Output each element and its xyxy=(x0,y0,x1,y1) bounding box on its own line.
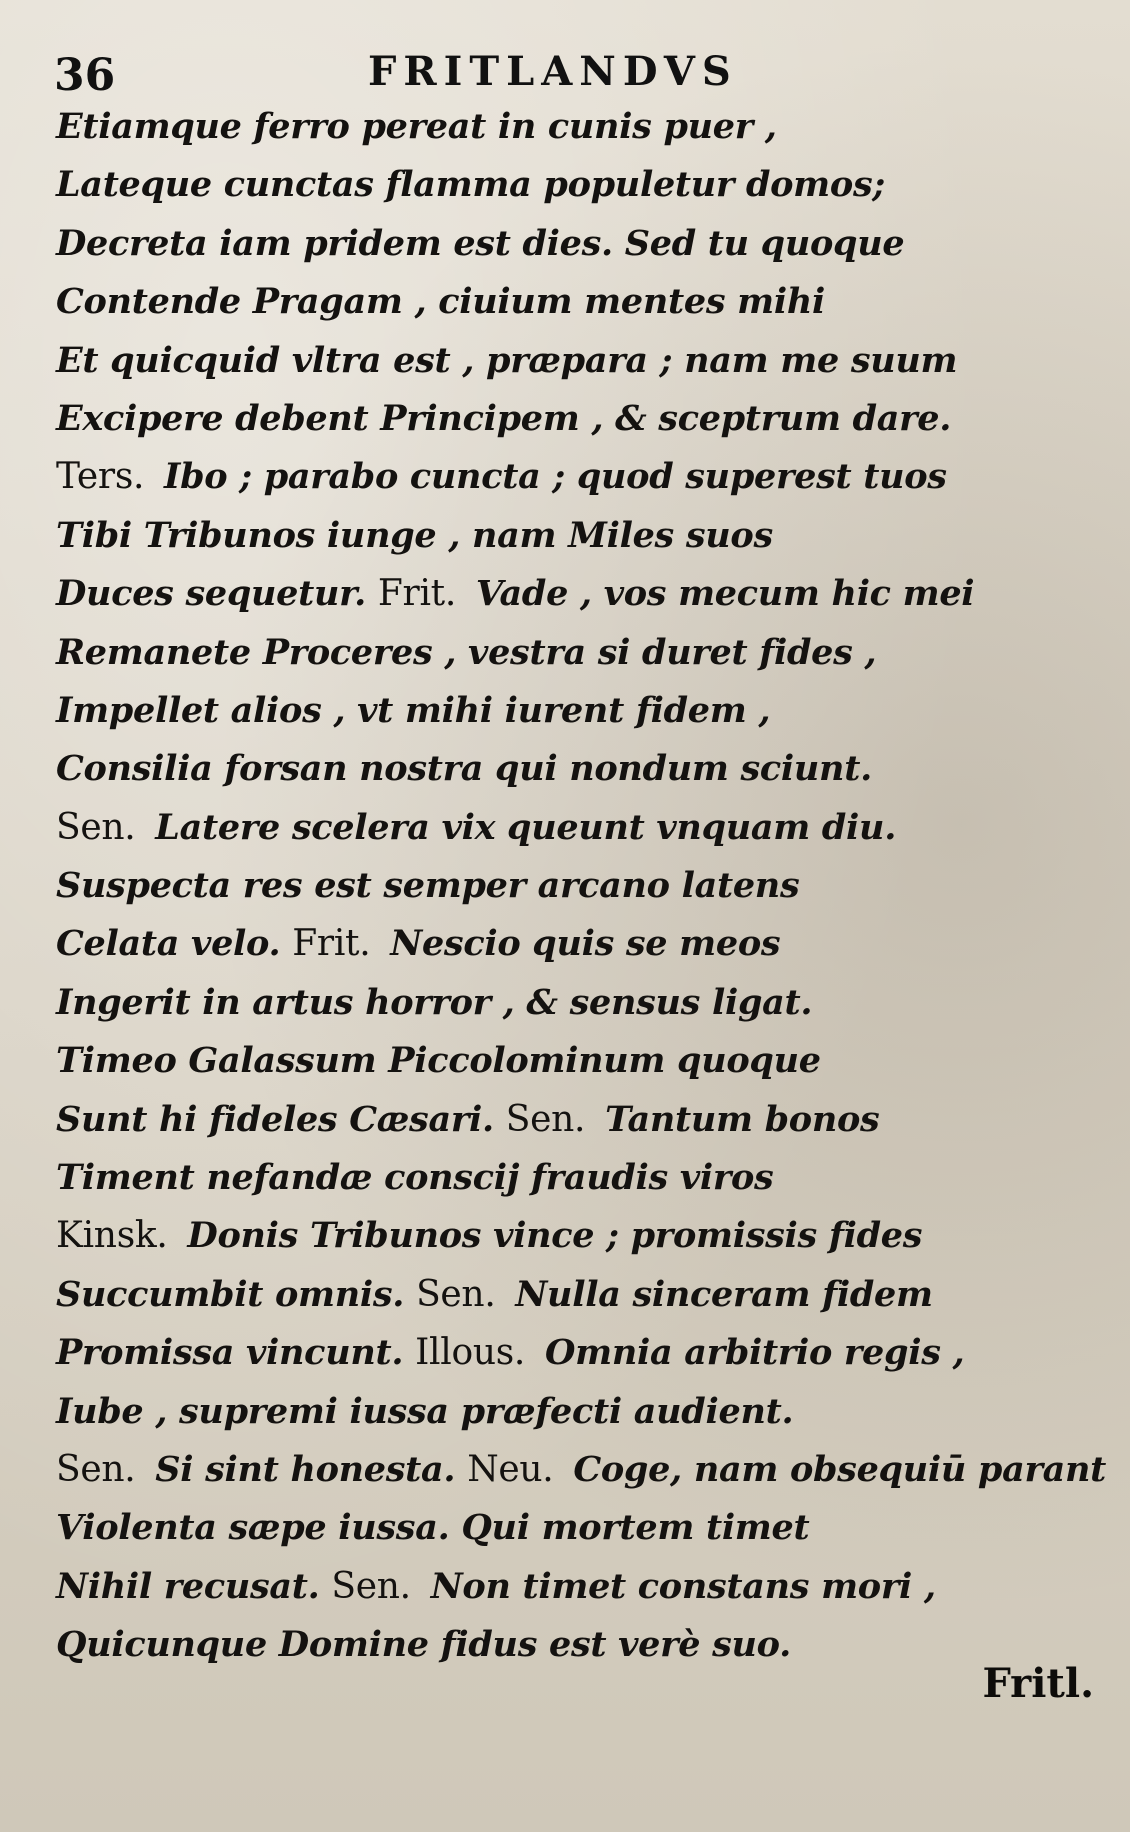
verse-text: Violenta sæpe iussa. Qui mortem timet xyxy=(56,1507,810,1549)
verse-text: Coge, nam obsequiū parant xyxy=(573,1448,1106,1490)
verse-line xyxy=(56,1266,1096,1324)
verse-line xyxy=(56,740,1096,798)
verse-line xyxy=(56,507,1096,565)
verse-line xyxy=(56,682,1096,740)
verse-line xyxy=(56,215,1096,273)
verse-text: Iube , supremi iussa præfecti audient. xyxy=(56,1390,794,1432)
verse-line xyxy=(56,448,1096,506)
speaker-label: Kinsk. xyxy=(56,1215,168,1257)
verse-text: Ingerit in artus horror , & sensus ligat. xyxy=(56,981,813,1023)
verse-text: Non timet constans mori , xyxy=(430,1565,936,1607)
verse-line xyxy=(56,1149,1096,1207)
verse-line xyxy=(56,624,1096,682)
verse-block xyxy=(56,98,1106,1675)
verse-line xyxy=(56,1558,1096,1616)
verse-line xyxy=(56,915,1096,973)
verse-text: Latere scelera vix queunt vnquam diu. xyxy=(155,806,897,848)
speaker-label: Illous. xyxy=(415,1332,526,1374)
speaker-label: Sen. xyxy=(56,1448,136,1490)
verse-text: Donis Tribunos vince ; promissis fides xyxy=(187,1215,923,1257)
verse-text: Impellet alios , vt mihi iurent fidem , xyxy=(56,689,771,731)
verse-line xyxy=(56,156,1096,214)
verse-text: Nihil recusat. xyxy=(56,1565,320,1607)
verse-line xyxy=(56,1091,1096,1149)
verse-line xyxy=(56,974,1096,1032)
verse-line xyxy=(56,857,1096,915)
verse-text: Quicunque Domine fidus est verè suo. xyxy=(56,1624,791,1666)
verse-text: Suspecta res est semper arcano latens xyxy=(56,865,800,907)
verse-text: Succumbit omnis. xyxy=(56,1273,405,1315)
verse-line xyxy=(56,1207,1096,1265)
verse-line xyxy=(56,1499,1096,1557)
verse-line xyxy=(56,332,1096,390)
verse-text: Remanete Proceres , vestra si duret fides , xyxy=(56,631,877,673)
speaker-label: Ters. xyxy=(56,456,145,498)
speaker-label: Sen. xyxy=(505,1098,586,1140)
verse-text: Lateque cunctas flamma populetur domos; xyxy=(56,164,885,206)
verse-text: Si sint honesta. xyxy=(155,1448,456,1490)
verse-text: Contende Pragam , ciuium mentes mihi xyxy=(56,281,825,323)
verse-line xyxy=(56,98,1096,156)
running-head: FRITLANDVS xyxy=(368,48,738,95)
verse-text: Excipere debent Principem , & sceptrum dare. xyxy=(56,397,952,439)
verse-text: Consilia forsan nostra qui nondum sciunt. xyxy=(56,748,872,790)
verse-text: Tibi Tribunos iunge , nam Miles suos xyxy=(56,514,773,556)
verse-line xyxy=(56,273,1096,331)
verse-line xyxy=(56,1383,1096,1441)
verse-line xyxy=(56,1441,1106,1499)
speaker-label: Sen. xyxy=(331,1565,411,1607)
speaker-label: Sen. xyxy=(56,806,136,848)
verse-text: Ibo ; parabo cuncta ; quod superest tuos xyxy=(164,456,947,498)
verse-text: Nescio quis se meos xyxy=(390,923,781,965)
verse-line xyxy=(56,565,1096,623)
verse-text: Promissa vincunt. xyxy=(56,1332,404,1374)
speaker-label: Sen. xyxy=(416,1273,496,1315)
verse-text: Timeo Galassum Piccolominum quoque xyxy=(56,1040,821,1082)
verse-text: Duces sequetur. xyxy=(56,573,366,615)
verse-text: Decreta iam pridem est dies. Sed tu quoque xyxy=(56,222,905,264)
verse-text: Sunt hi fideles Cæsari. xyxy=(56,1098,494,1140)
verse-text: Timent nefandæ conscij fraudis viros xyxy=(56,1157,774,1199)
page-number: 36 xyxy=(54,50,116,101)
verse-text: Vade , vos mecum hic mei xyxy=(475,573,975,615)
verse-text: Celata velo. xyxy=(56,923,281,965)
verse-text: Et quicquid vltra est , præpara ; nam me suum xyxy=(56,339,958,381)
verse-text: Omnia arbitrio regis , xyxy=(544,1332,965,1374)
verse-text: Nulla sinceram fidem xyxy=(515,1273,933,1315)
speaker-label: Frit. xyxy=(292,923,371,965)
verse-text: Tantum bonos xyxy=(605,1098,880,1140)
verse-line xyxy=(56,799,1096,857)
verse-line xyxy=(56,1616,1096,1674)
verse-line xyxy=(56,1032,1096,1090)
catchword: Fritl. xyxy=(982,1660,1094,1707)
verse-text: Etiamque ferro pereat in cunis puer , xyxy=(56,106,777,147)
verse-line xyxy=(56,1324,1096,1382)
speaker-label: Neu. xyxy=(467,1448,554,1490)
speaker-label: Frit. xyxy=(377,573,456,615)
verse-line xyxy=(56,390,1096,448)
